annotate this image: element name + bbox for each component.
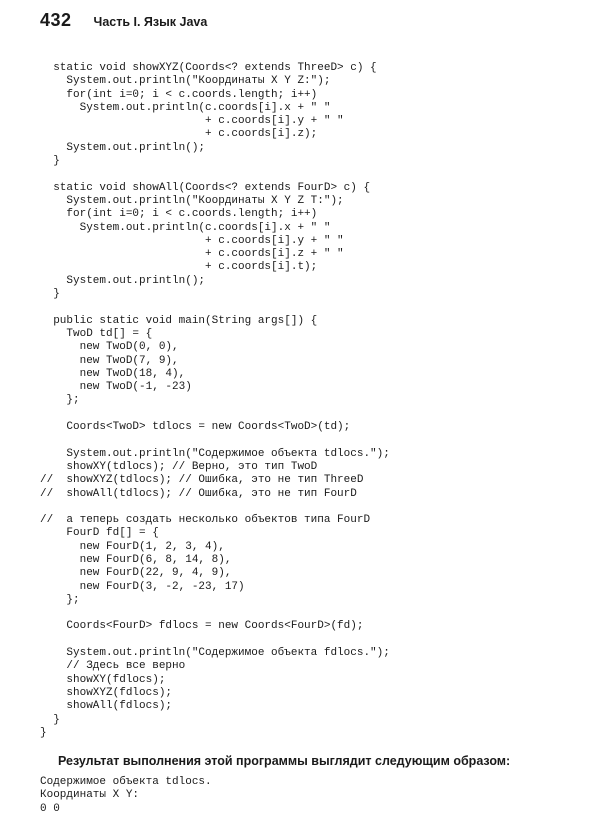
running-head: Часть I. Язык Java xyxy=(93,15,208,29)
page-header xyxy=(40,10,207,40)
code-listing: static void showXYZ(Coords<? extends ThreeD> c) { System.out.println("Координаты X Y Z:"); for(int i=0; i < c.coords.length; i++) System.out.println(c.coords[i].x + " " + c.coords[i].y + " " + c.coords[i].z); System.out.println(); } static void showAll(Coords<? extends FourD> c) { System.out.println("Координаты X Y Z T:"); for(int i=0; i < c.coords.length; i++) System.out.println(c.coords[i].x + " " + c.coords[i].y + " " + c.coords[i].z + " " + c.coords[i].t); System.out.println(); } public static void main(String args[]) { TwoD td[] = { new TwoD(0, 0), new TwoD(7, 9), new TwoD(18, 4), new TwoD(-1, -23) }; Coords<TwoD> tdlocs = new Coords<TwoD>(td); System.out.println("Содержимое объекта tdlocs."); showXY(tdlocs); // Верно, это тип TwoD // showXYZ(tdlocs); // Ошибка, это не тип ThreeD // showAll(tdlocs); // Ошибка, это не тип FourD // а теперь создать несколько объектов типа FourD FourD fd[] = { new FourD(1, 2, 3, 4), new FourD(6, 8, 14, 8), new FourD(22, 9, 4, 9), new FourD(3, -2, -23, 17) }; Coords<FourD> fdlocs = new Coords<FourD>(fd); System.out.println("Содержимое объекта fdlocs."); // Здесь все верно showXY(fdlocs); showXYZ(fdlocs); showAll(fdlocs); } } xyxy=(40,62,390,739)
output-description: Результат выполнения этой программы выглядит следующим образом: xyxy=(58,754,511,768)
program-output: Содержимое объекта tdlocs. Координаты X Y: 0 0 xyxy=(40,776,212,815)
page-number: 432 xyxy=(40,10,72,30)
